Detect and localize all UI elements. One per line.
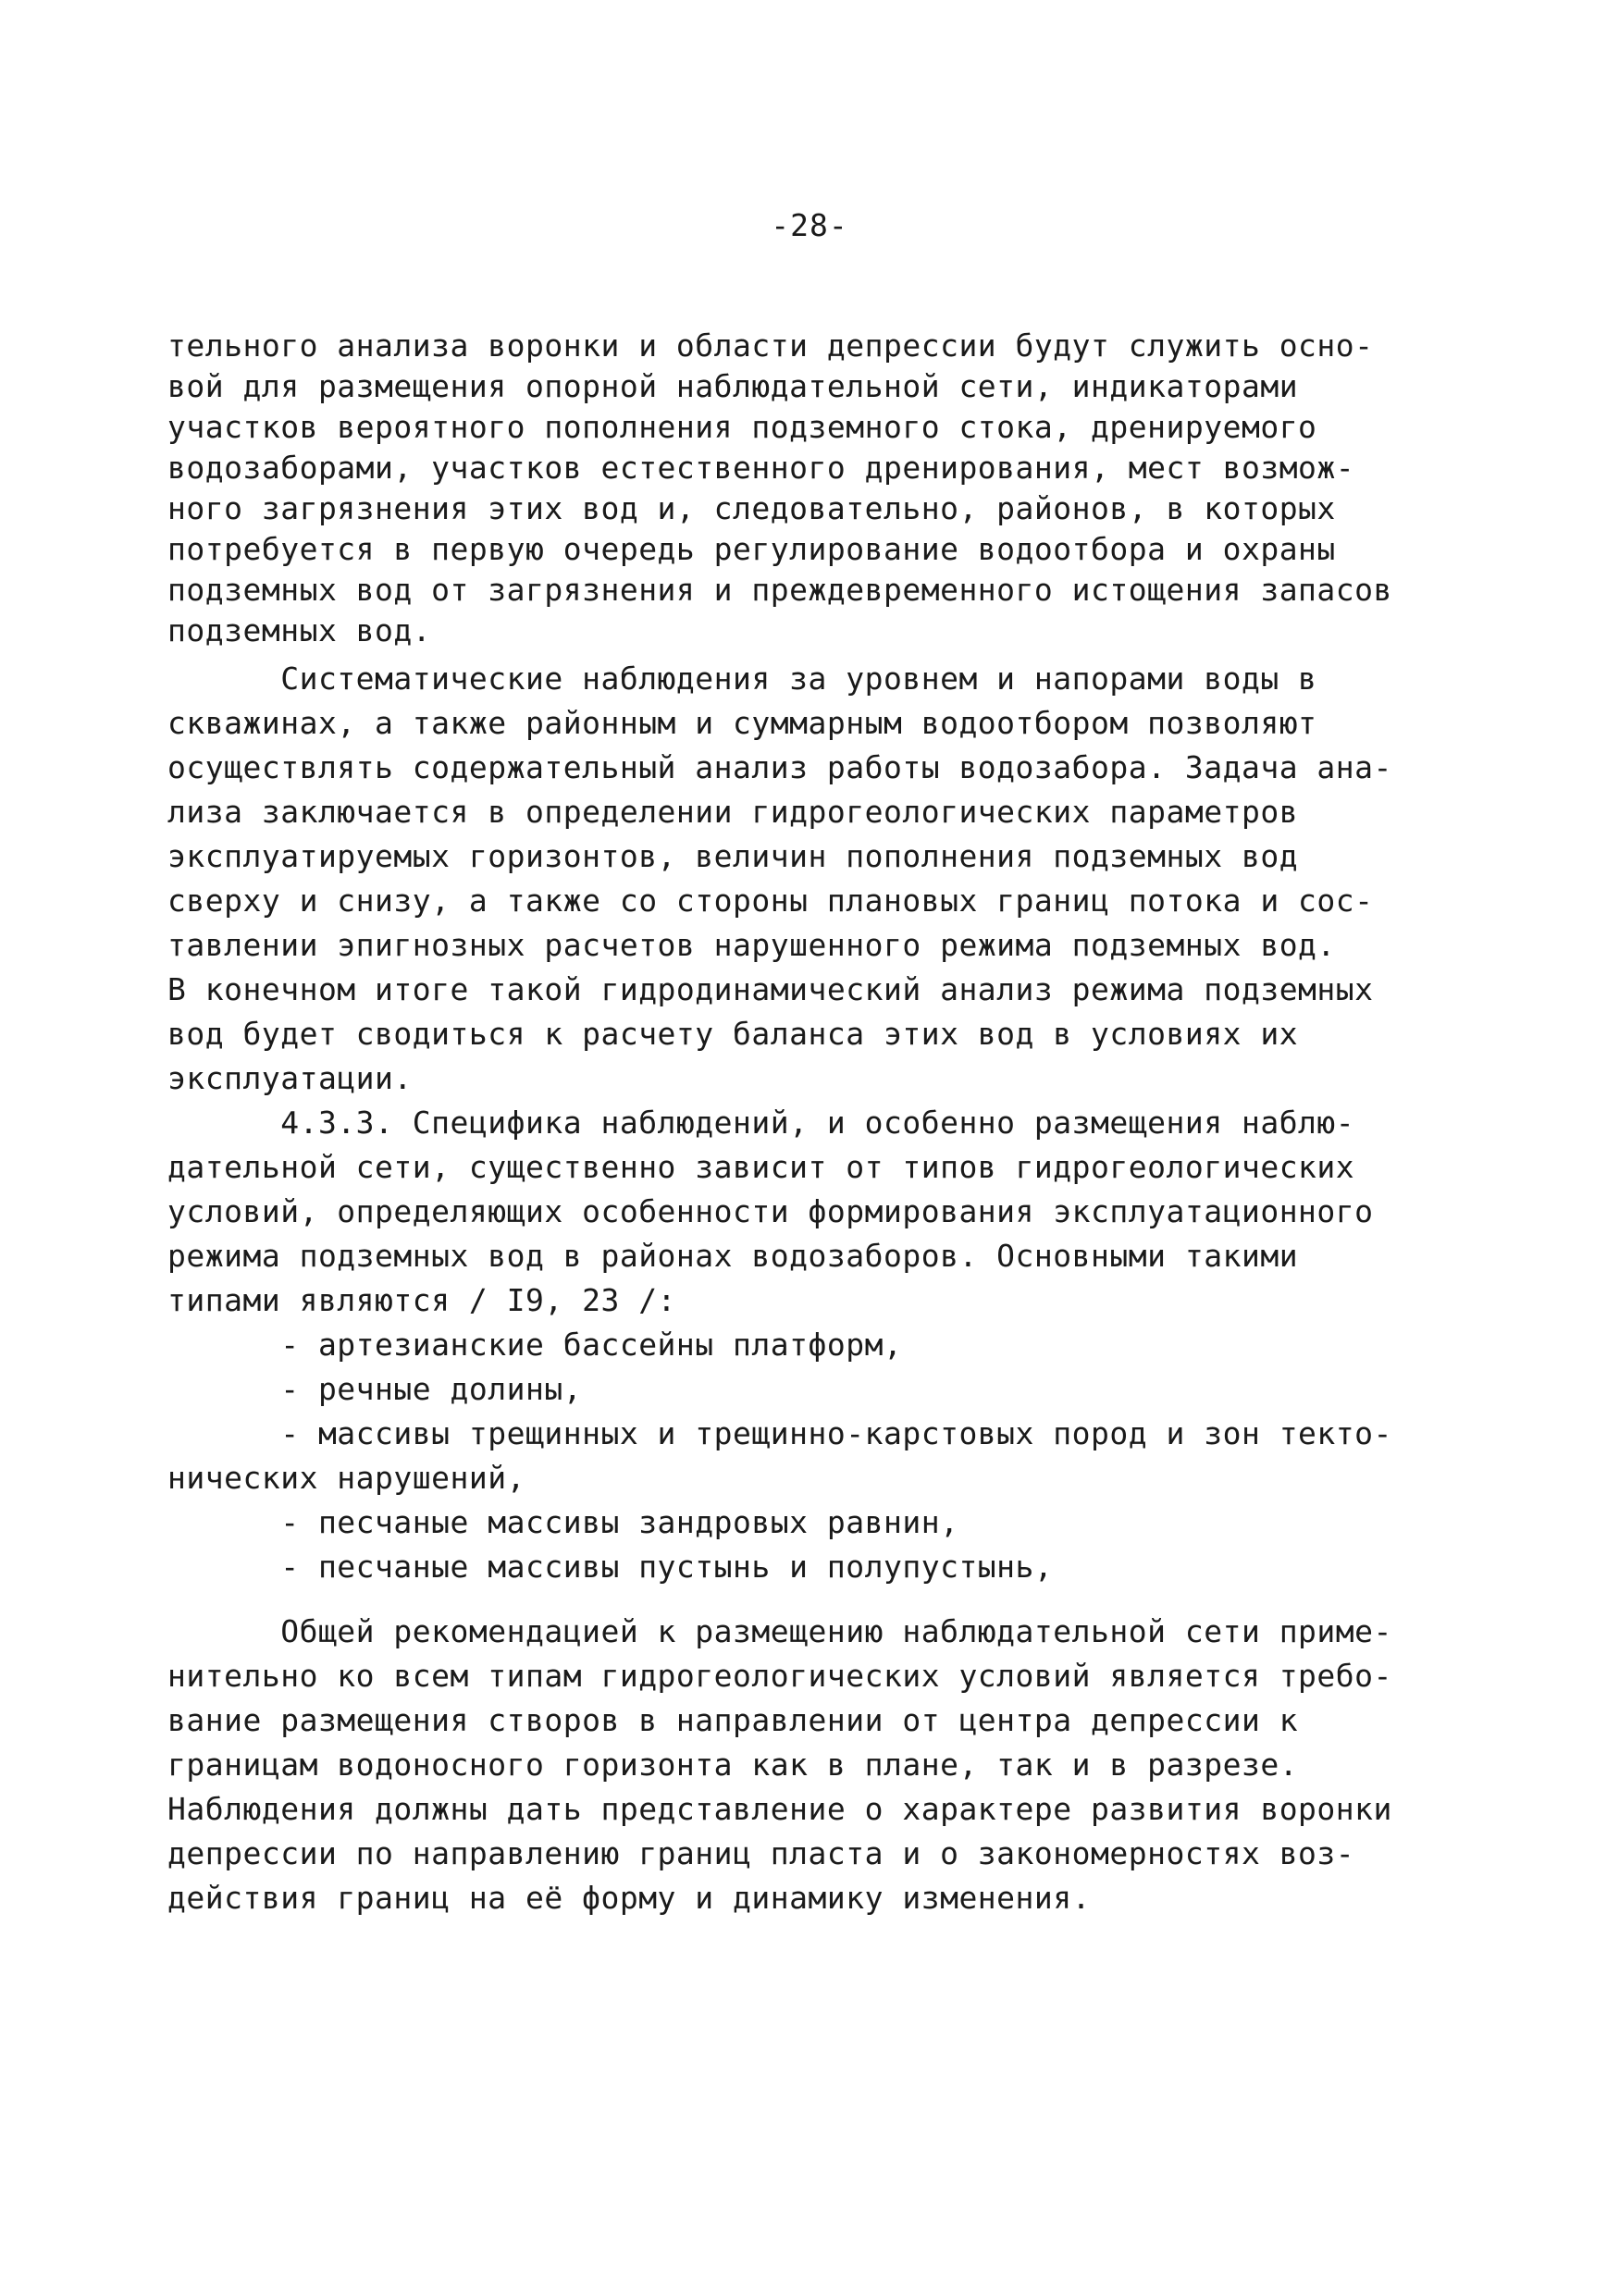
text-line: Наблюдения должны дать представление о характере развития воронки (167, 1791, 1392, 1827)
text-line: нических нарушений, (167, 1460, 525, 1496)
text-line: лиза заключается в определении гидрогеологических параметров (167, 794, 1299, 830)
text-line: потребуется в первую очередь регулирование водоотбора и охраны (167, 531, 1336, 567)
text-line: осуществлять содержательный анализ работы водозабора. Задача ана- (167, 749, 1392, 785)
text-line: скважинах, а также районным и суммарным водоотбором позволяют (167, 705, 1317, 741)
text-line: эксплуатации. (167, 1060, 413, 1096)
list-item: - речные долины, (167, 1371, 583, 1407)
text-line: тавлении эпигнозных расчетов нарушенного режима подземных вод. (167, 927, 1336, 963)
list-item: - песчаные массивы зандровых равнин, (167, 1504, 959, 1540)
list-item: - песчаные массивы пустынь и полупустынь, (167, 1549, 1054, 1585)
text-line: режима подземных вод в районах водозаборов. Основными такими (167, 1238, 1299, 1274)
text-line: 4.3.3. Специфика наблюдений, и особенно размещения наблю- (167, 1105, 1355, 1141)
text-line: типами являются / I9, 23 /: (167, 1282, 676, 1318)
text-line: ного загрязнения этих вод и, следовательно, районов, в которых (167, 490, 1336, 526)
page-number: -28- (771, 207, 848, 243)
text-line: действия границ на её форму и динамику изменения. (167, 1880, 1092, 1916)
text-line: подземных вод от загрязнения и преждевременного истощения запасов (167, 572, 1392, 608)
text-line: водозаборами, участков естественного дренирования, мест возмож- (167, 450, 1355, 486)
text-line: Систематические наблюдения за уровнем и напорами воды в (167, 660, 1317, 697)
text-line: нительно ко всем типам гидрогеологических условий является требо- (167, 1658, 1392, 1694)
text-line: вой для размещения опорной наблюдательной сети, индикаторами (167, 368, 1299, 404)
list-item: - массивы трещинных и трещинно-карстовых пород и зон текто- (167, 1415, 1392, 1451)
text-line: дательной сети, существенно зависит от типов гидрогеологических (167, 1149, 1355, 1185)
list-item: - артезианские бассейны платформ, (167, 1327, 903, 1363)
text-line: условий, определяющих особенности формирования эксплуатационного (167, 1193, 1374, 1229)
text-line: участков вероятного пополнения подземного стока, дренируемого (167, 409, 1317, 445)
text-line: вод будет сводиться к расчету баланса этих вод в условиях их (167, 1016, 1299, 1052)
text-line: подземных вод. (167, 612, 432, 648)
text-line: В конечном итоге такой гидродинамический анализ режима подземных (167, 971, 1374, 1007)
text-line: Общей рекомендацией к размещению наблюдательной сети приме- (167, 1613, 1392, 1649)
text-line: депрессии по направлению границ пласта и о закономерностях воз- (167, 1835, 1355, 1871)
text-line: границам водоносного горизонта как в плане, так и в разрезе. (167, 1747, 1299, 1783)
text-line: сверху и снизу, а также со стороны плановых границ потока и сос- (167, 883, 1374, 919)
text-line: тельного анализа воронки и области депрессии будут служить осно- (167, 327, 1374, 364)
text-line: эксплуатируемых горизонтов, величин пополнения подземных вод (167, 838, 1299, 874)
text-line: вание размещения створов в направлении от центра депрессии к (167, 1702, 1299, 1738)
